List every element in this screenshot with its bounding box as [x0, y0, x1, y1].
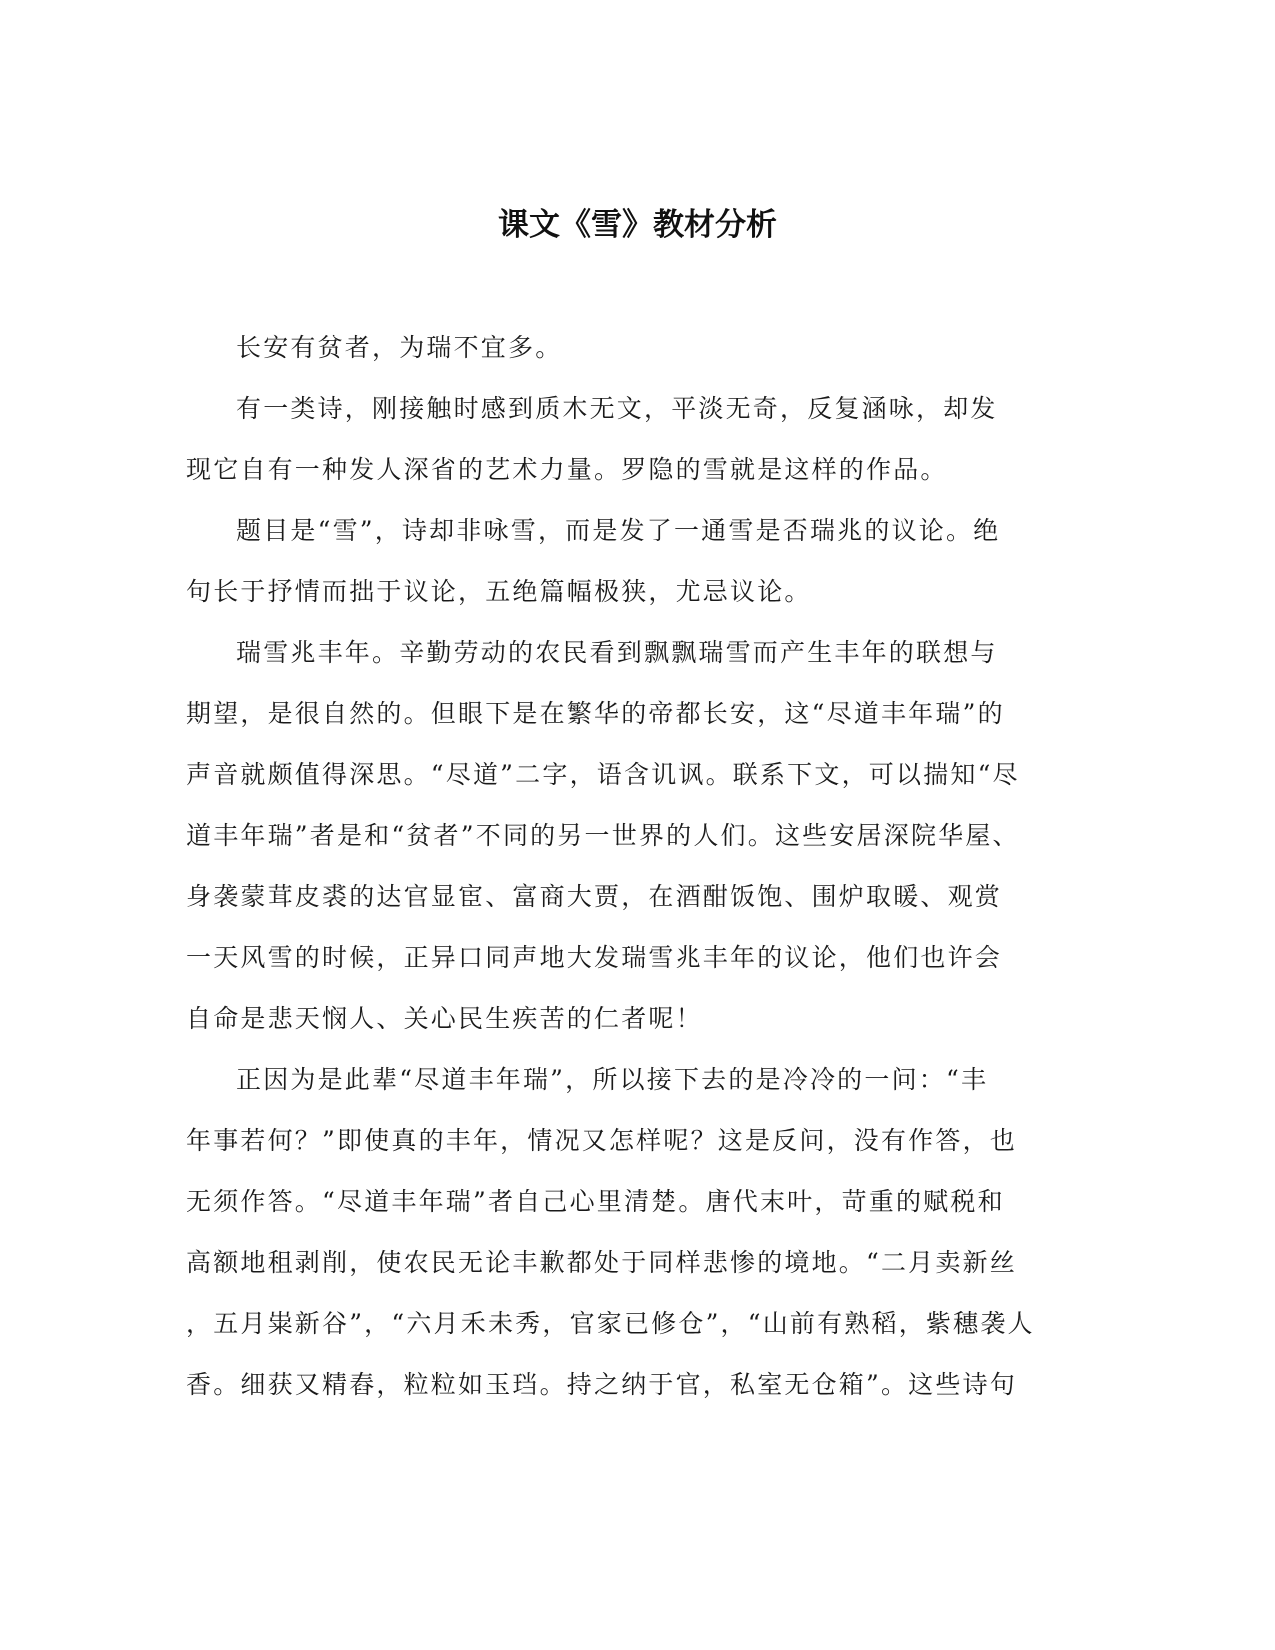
- text-line: 题目是“雪”，诗却非咏雪，而是发了一通雪是否瑞兆的议论。绝: [236, 516, 1001, 545]
- text-line: 一天风雪的时候，正异口同声地大发瑞雪兆丰年的议论，他们也许会: [186, 943, 1003, 972]
- text-line: 期望，是很自然的。但眼下是在繁华的帝都长安，这“尽道丰年瑞”的: [186, 699, 1005, 728]
- paragraph: [186, 500, 1046, 622]
- text-line: ，五月粜新谷”，“六月禾未秀，官家已修仓”，“山前有熟稻，紫穗袭人: [186, 1309, 1035, 1338]
- paragraph: [186, 1049, 1046, 1415]
- text-line: 声音就颇值得深思。“尽道”二字，语含讥讽。联系下文，可以揣知“尽: [186, 760, 1020, 789]
- text-line: 香。细获又精舂，粒粒如玉珰。持之纳于官，私室无仓箱”。这些诗句: [186, 1370, 1017, 1399]
- text-line: 自命是悲天悯人、关心民生疾苦的仁者呢！: [186, 1004, 703, 1033]
- text-line: 道丰年瑞”者是和“贫者”不同的另一世界的人们。这些安居深院华屋、: [186, 821, 1020, 850]
- text-line: 正因为是此辈“尽道丰年瑞”，所以接下去的是冷冷的一问：“丰: [236, 1065, 989, 1094]
- document-title: 课文《雪》教材分析: [498, 207, 777, 243]
- text-line: 无须作答。“尽道丰年瑞”者自己心里清楚。唐代末叶，苛重的赋税和: [186, 1187, 1005, 1216]
- text-line: 身袭蒙茸皮裘的达官显宦、富商大贾，在酒酣饭饱、围炉取暖、观赏: [186, 882, 1003, 911]
- text-line: 年事若何？”即使真的丰年，情况又怎样呢？这是反问，没有作答，也: [186, 1126, 1017, 1155]
- text-line: 现它自有一种发人深省的艺术力量。罗隐的雪就是这样的作品。: [186, 455, 948, 484]
- text-line: 长安有贫者，为瑞不宜多。: [236, 333, 563, 362]
- paragraph: [186, 378, 1046, 500]
- paragraph: [186, 317, 1046, 378]
- text-line: 有一类诗，刚接触时感到质木无文，平淡无奇，反复涵咏，却发: [236, 394, 998, 423]
- paragraph: [186, 622, 1046, 1049]
- text-line: 句长于抒情而拙于议论，五绝篇幅极狭，尤忌议论。: [186, 577, 812, 606]
- text-line: 高额地租剥削，使农民无论丰歉都处于同样悲惨的境地。“二月卖新丝: [186, 1248, 1017, 1277]
- text-line: 瑞雪兆丰年。辛勤劳动的农民看到飘飘瑞雪而产生丰年的联想与: [236, 638, 998, 667]
- document-body: [186, 317, 1046, 1415]
